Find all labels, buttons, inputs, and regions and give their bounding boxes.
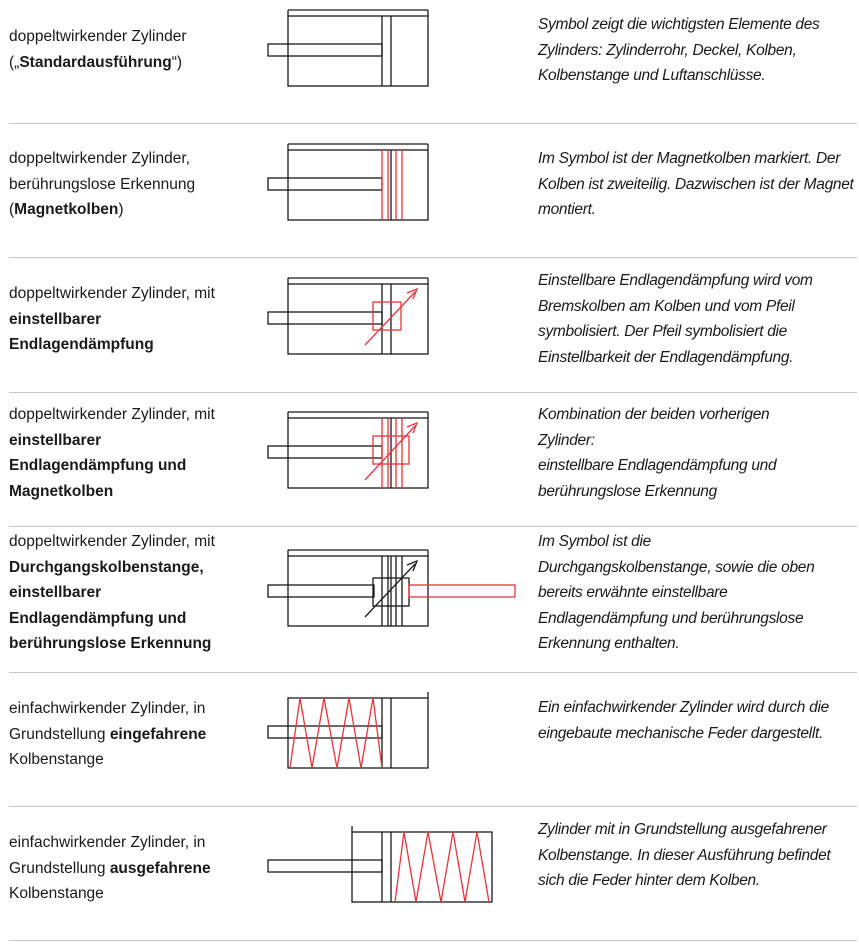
- label-bold-text: Standardausführung: [19, 53, 172, 71]
- label-text: ): [118, 201, 124, 218]
- description-line: bereits erwähnte einstellbare: [538, 584, 728, 601]
- label-text: doppeltwirkender Zylinder, mit: [9, 285, 215, 302]
- label-line: [9, 50, 259, 76]
- label-line: [9, 402, 259, 428]
- label-line: [9, 172, 259, 198]
- description-line: berührungslose Erkennung: [538, 482, 717, 500]
- cylinder-type-label: [9, 281, 259, 358]
- label-line: [9, 881, 259, 907]
- label-text: doppeltwirkender Zylinder, mit: [9, 533, 215, 550]
- label-line: [9, 197, 259, 223]
- label-text: doppeltwirkender Zylinder: [9, 28, 187, 45]
- description-line: Im Symbol ist die: [538, 533, 651, 550]
- row-separator: [9, 940, 857, 941]
- description-line: Erkennung enthalten.: [538, 635, 680, 652]
- label-text: berührungslose Erkennung: [9, 175, 196, 193]
- label-line: [9, 722, 259, 748]
- description-line: Kombination der beiden vorherigen: [538, 406, 770, 423]
- cylinder-type-label: [9, 24, 259, 75]
- label-bold-text: berührungslose Erkennung: [9, 635, 212, 652]
- symbol-description: Im Symbol ist der Magnetkolben markiert. Der Kolben ist zweiteilig. Dazwischen ist der Magnet montiert.: [538, 150, 854, 218]
- label-text: („: [9, 53, 20, 71]
- label-line: [9, 747, 259, 773]
- label-line: [9, 24, 259, 50]
- label-text: doppeltwirkender Zylinder,: [9, 150, 190, 167]
- cylinder-type-label: [9, 529, 259, 657]
- label-line: [9, 453, 259, 479]
- label-text: Grundstellung: [9, 725, 110, 743]
- label-line: [9, 428, 259, 454]
- label-bold-text: einstellbarer: [9, 584, 102, 601]
- label-text: Grundstellung: [9, 859, 110, 877]
- label-bold-text: Durchgangskolbenstange,: [9, 558, 204, 576]
- label-bold-text: Magnetkolben: [14, 201, 119, 218]
- label-text: einfachwirkender Zylinder, in: [9, 700, 206, 717]
- label-line: [9, 146, 259, 172]
- label-line: [9, 830, 259, 856]
- cylinder-type-label: [9, 696, 259, 773]
- description-line: Endlagendämpfung und berührungslose: [538, 609, 804, 627]
- cylinder-type-label: [9, 830, 259, 907]
- row-separator: [9, 806, 857, 807]
- label-text: “): [171, 53, 183, 71]
- label-line: [9, 856, 259, 882]
- label-bold-text: Magnetkolben: [9, 482, 114, 500]
- symbol-description: [538, 402, 859, 504]
- label-line: [9, 479, 259, 505]
- row-separator: [9, 526, 857, 527]
- label-line: [9, 696, 259, 722]
- label-line: [9, 332, 259, 358]
- label-text: einfachwirkender Zylinder, in: [9, 834, 206, 851]
- label-bold-text: ausgefahrene: [109, 859, 211, 877]
- label-text: doppeltwirkender Zylinder, mit: [9, 406, 215, 423]
- label-text: Kolbenstange: [9, 751, 104, 768]
- label-bold-text: Endlagendämpfung und: [9, 609, 187, 627]
- label-bold-text: Endlagendämpfung: [9, 336, 154, 353]
- label-text: Kolbenstange: [9, 885, 104, 902]
- row-separator: [9, 392, 857, 393]
- row-separator: [9, 123, 857, 124]
- symbol-description: Einstellbare Endlagendämpfung wird vom Bremskolben am Kolben und vom Pfeil symbolisiert. Der Pfeil symbolisiert die Einstellbarkeit der Endlagendämpfung.: [538, 272, 813, 366]
- label-line: [9, 631, 259, 657]
- row-separator: [9, 257, 857, 258]
- description-line: Durchgangskolbenstange, sowie die oben: [538, 558, 815, 576]
- cylinder-type-label: [9, 146, 259, 223]
- label-line: [9, 606, 259, 632]
- label-line: [9, 281, 259, 307]
- symbol-description: Ein einfachwirkender Zylinder wird durch die eingebaute mechanische Feder dargestellt.: [538, 699, 829, 742]
- symbol-description: Symbol zeigt die wichtigsten Elemente des Zylinders: Zylinderrohr, Deckel, Kolben, Kolbenstange und Luftanschlüsse.: [538, 16, 820, 84]
- label-line: [9, 555, 259, 581]
- label-bold-text: einstellbarer: [9, 310, 102, 328]
- label-bold-text: einstellbarer: [9, 431, 102, 449]
- label-line: [9, 529, 259, 555]
- label-bold-text: Endlagendämpfung und: [9, 457, 187, 474]
- description-line: Zylinder:: [538, 431, 595, 449]
- label-line: [9, 580, 259, 606]
- label-line: [9, 307, 259, 333]
- symbol-description: [538, 529, 859, 657]
- cylinder-type-label: [9, 402, 259, 504]
- symbol-description: Zylinder mit in Grundstellung ausgefahrener Kolbenstange. In dieser Ausführung befindet sich die Feder hinter dem Kolben.: [538, 821, 831, 889]
- label-bold-text: eingefahrene: [109, 725, 207, 743]
- row-separator: [9, 672, 857, 673]
- label-text: (: [9, 201, 15, 218]
- description-line: einstellbare Endlagendämpfung und: [538, 457, 777, 474]
